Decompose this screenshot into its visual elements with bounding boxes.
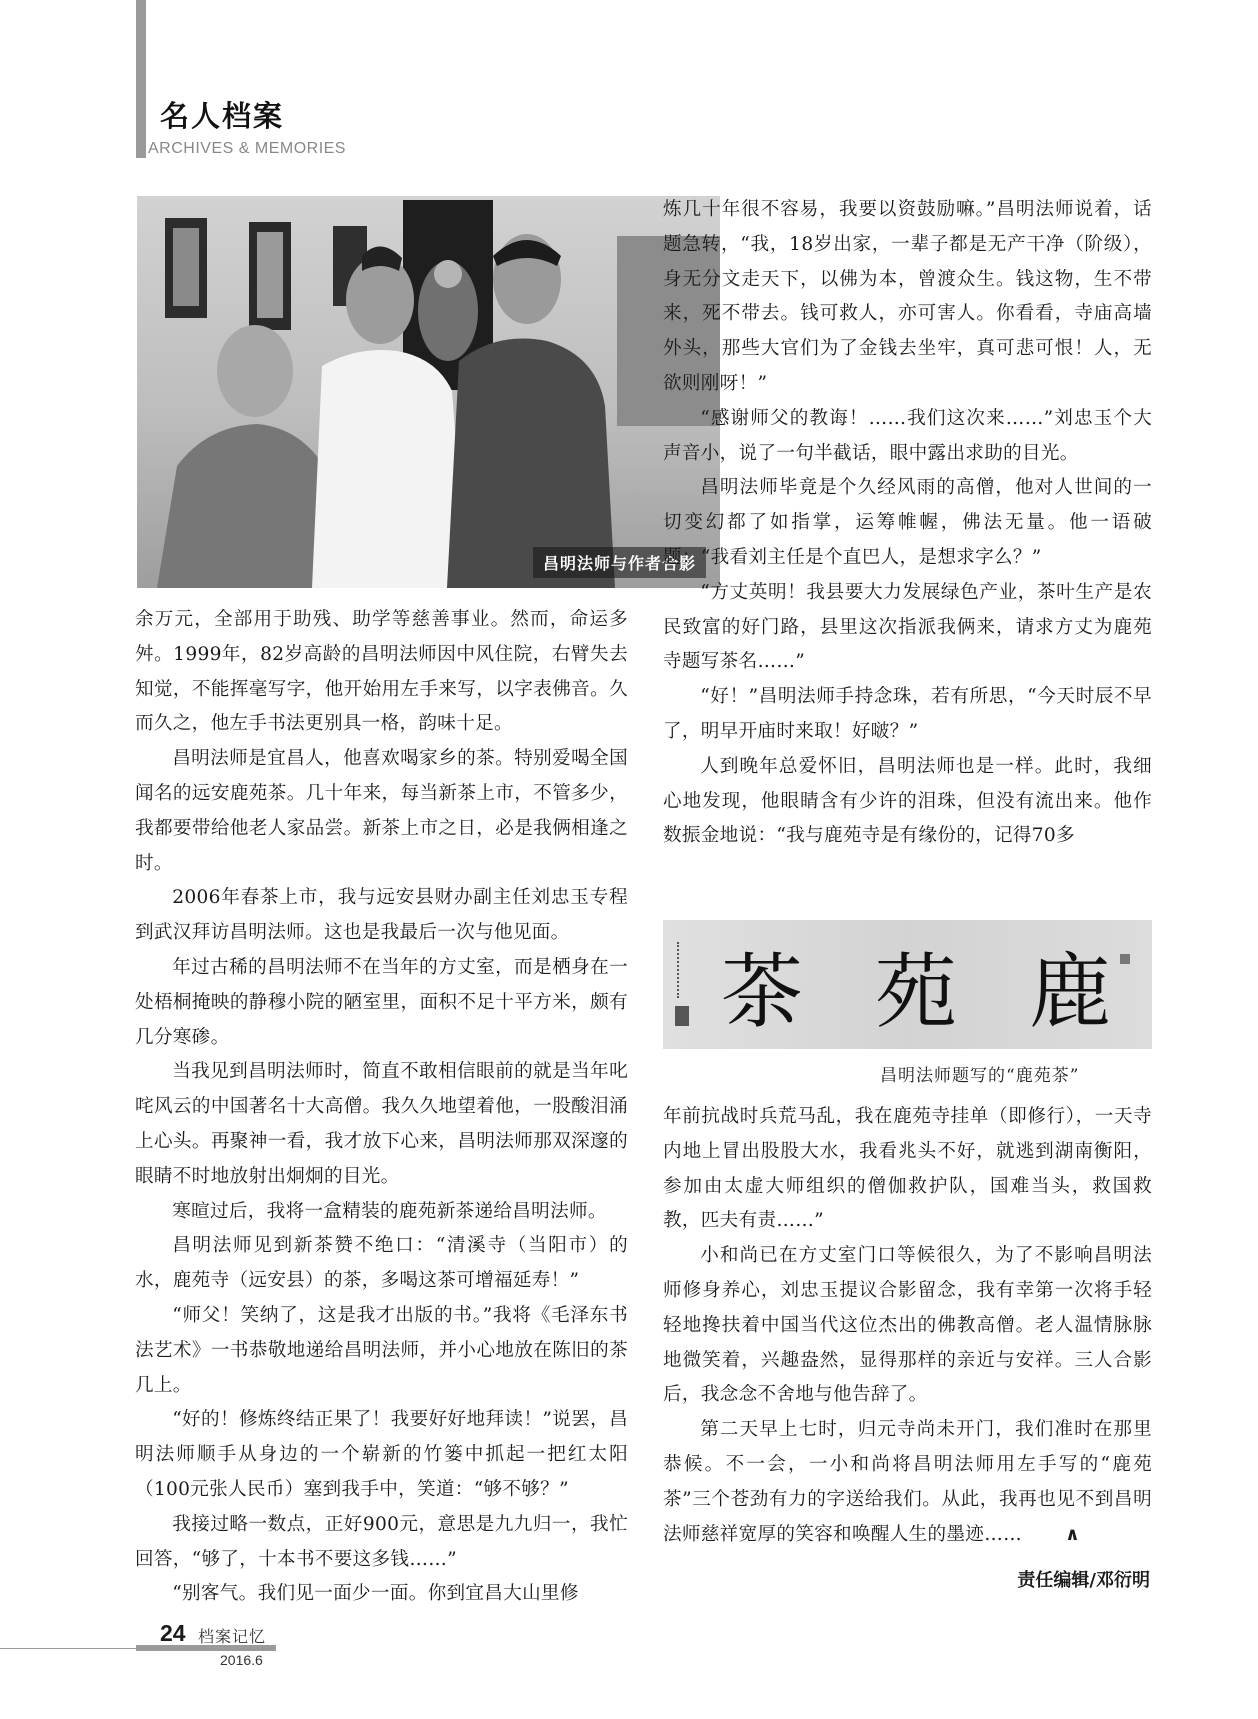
paragraph: “别客气。我们见一面少一面。你到宜昌大山里修 [172, 1583, 579, 1605]
group-photo [137, 196, 720, 588]
paragraph: “感谢师父的教诲！……我们这次来……”刘忠玉个大声音小，说了一句半截话，眼中露出求助的目光。 [663, 407, 1152, 464]
calligraphy-seal [1120, 954, 1130, 964]
article-column-left [135, 603, 628, 1612]
paragraph: 小和尚已在方丈室门口等候很久，为了不影响昌明法师修身养心，刘忠玉提议合影留念，我有幸第一次将手轻轻地搀扶着中国当代这位杰出的佛教高僧。老人温情脉脉地微笑着，兴趣盎然，显得那样的亲近与安祥。三人合影后，我念念不舍地与他告辞了。 [663, 1245, 1152, 1406]
calligraphy-image [663, 920, 1152, 1049]
calligraphy-char: 鹿 [1028, 944, 1111, 1040]
paragraph: 我接过略一数点，正好900元，意思是九九归一，我忙回答，“够了，十本书不要这多钱……” [135, 1513, 628, 1570]
paragraph: 年过古稀的昌明法师不在当年的方丈室，而是栖身在一处梧桐掩映的静穆小院的陋室里，面积不足十平方米，颇有几分寒碜。 [135, 956, 628, 1048]
paragraph: “好的！修炼终结正果了！我要好好地拜读！”说罢，昌明法师顺手从身边的一个崭新的竹篓中抓起一把红太阳（100元张人民币）塞到我手中，笑道：“够不够？” [135, 1409, 628, 1500]
paragraph: 余万元，全部用于助残、助学等慈善事业。然而，命运多舛。1999年，82岁高龄的昌明法师因中风住院，右臂失去知觉，不能挥毫写字，他开始用左手来写，以字表佛音。久而久之，他左手书法更别具一格，韵味十足。 [135, 609, 628, 735]
calligraphy-caption: 昌明法师题写的“鹿苑茶” [880, 1066, 1080, 1086]
article-column-right-bottom [663, 1100, 1152, 1552]
section-title: 名人档案 [160, 99, 285, 133]
end-mark-icon: ∧ [1065, 1523, 1081, 1545]
paragraph: 炼几十年很不容易，我要以资鼓励嘛。”昌明法师说着，话题急转，“我，18岁出家，一辈子都是无产干净（阶级），身无分文走天下，以佛为本，曾渡众生。钱这物，生不带来，死不带去。钱可救人，亦可害人。你看看，寺庙高墙外头，那些大官们为了金钱去坐牢，真可悲可恨！人，无欲则刚呀！” [663, 199, 1152, 394]
section-subtitle: ARCHIVES & MEMORIES [148, 140, 346, 157]
paragraph-text: 第二天早上七时，归元寺尚未开门，我们准时在那里恭候。不一会，一小和尚将昌明法师用左手写的“鹿苑茶”三个苍劲有力的字送给我们。从此，我再也见不到昌明法师慈祥宽厚的笑容和唤醒人生的墨迹…… [663, 1419, 1152, 1545]
calligraphy-char: 茶 [721, 944, 804, 1040]
paragraph: 年前抗战时兵荒马乱，我在鹿苑寺挂单（即修行），一天寺内地上冒出股股大水，我看兆头不好，就逃到湖南衡阳，参加由太虚大师组织的僧伽救护队，国难当头，救国救教，匹夫有责……” [663, 1106, 1152, 1232]
article-column-right-top [663, 193, 1152, 854]
photo-caption: 昌明法师与作者合影 [533, 547, 706, 578]
paragraph: “好！”昌明法师手持念珠，若有所思，“今天时辰不早了，明早开庙时来取！好啵？” [663, 686, 1152, 742]
page-number: 24 [160, 1620, 186, 1646]
calligraphy-seal [675, 1006, 689, 1026]
paragraph: “师父！笑纳了，这是我才出版的书。”我将《毛泽东书法艺术》一书恭敬地递给昌明法师，并小心地放在陈旧的茶几上。 [135, 1304, 628, 1396]
paragraph: 寒暄过后，我将一盒精装的鹿苑新茶递给昌明法师。 [172, 1200, 607, 1222]
header-accent-bar [136, 0, 146, 158]
calligraphy-char: 苑 [874, 944, 957, 1040]
paragraph: 昌明法师毕竟是个久经风雨的高僧，他对人世间的一切变幻都了如指掌，运筹帷幄，佛法无量。他一语破题：“我看刘主任是个直巴人，是想求字么？” [663, 477, 1152, 568]
paragraph: 昌明法师是宜昌人，他喜欢喝家乡的茶。特别爱喝全国闻名的远安鹿苑茶。几十年来，每当新茶上市，不管多少，我都要带给他老人家品尝。新茶上市之日，必是我俩相逢之时。 [135, 748, 628, 874]
paragraph: 人到晚年总爱怀旧，昌明法师也是一样。此时，我细心地发现，他眼睛含有少许的泪珠，但没有流出来。他作数振金地说：“我与鹿苑寺是有缘份的，记得70多 [663, 755, 1152, 847]
paragraph: 昌明法师见到新茶赞不绝口：“清溪寺（当阳市）的水，鹿苑寺（远安县）的茶，多喝这茶可增福延寿！” [135, 1235, 628, 1292]
calligraphy-signature [677, 942, 685, 998]
magazine-name: 档案记忆 [198, 1627, 267, 1646]
editor-credit: 责任编辑/邓衍明 [1017, 1570, 1150, 1591]
paragraph: 当我见到昌明法师时，简直不敢相信眼前的就是当年叱咤风云的中国著名十大高僧。我久久地望着他，一股酸泪涌上心头。再聚神一看，我才放下心来，昌明法师那双深邃的眼睛不时地放射出炯炯的目光。 [135, 1061, 628, 1187]
paragraph [663, 1413, 1152, 1552]
paragraph: 2006年春茶上市，我与远安县财办副主任刘忠玉专程到武汉拜访昌明法师。这也是我最后一次与他见面。 [135, 887, 628, 944]
photo-illustration [137, 196, 720, 588]
paragraph: “方丈英明！我县要大力发展绿色产业，茶叶生产是农民致富的好门路，县里这次指派我俩来，请求方丈为鹿苑寺题写茶名……” [663, 581, 1152, 673]
issue-date: 2016.6 [220, 1652, 263, 1668]
